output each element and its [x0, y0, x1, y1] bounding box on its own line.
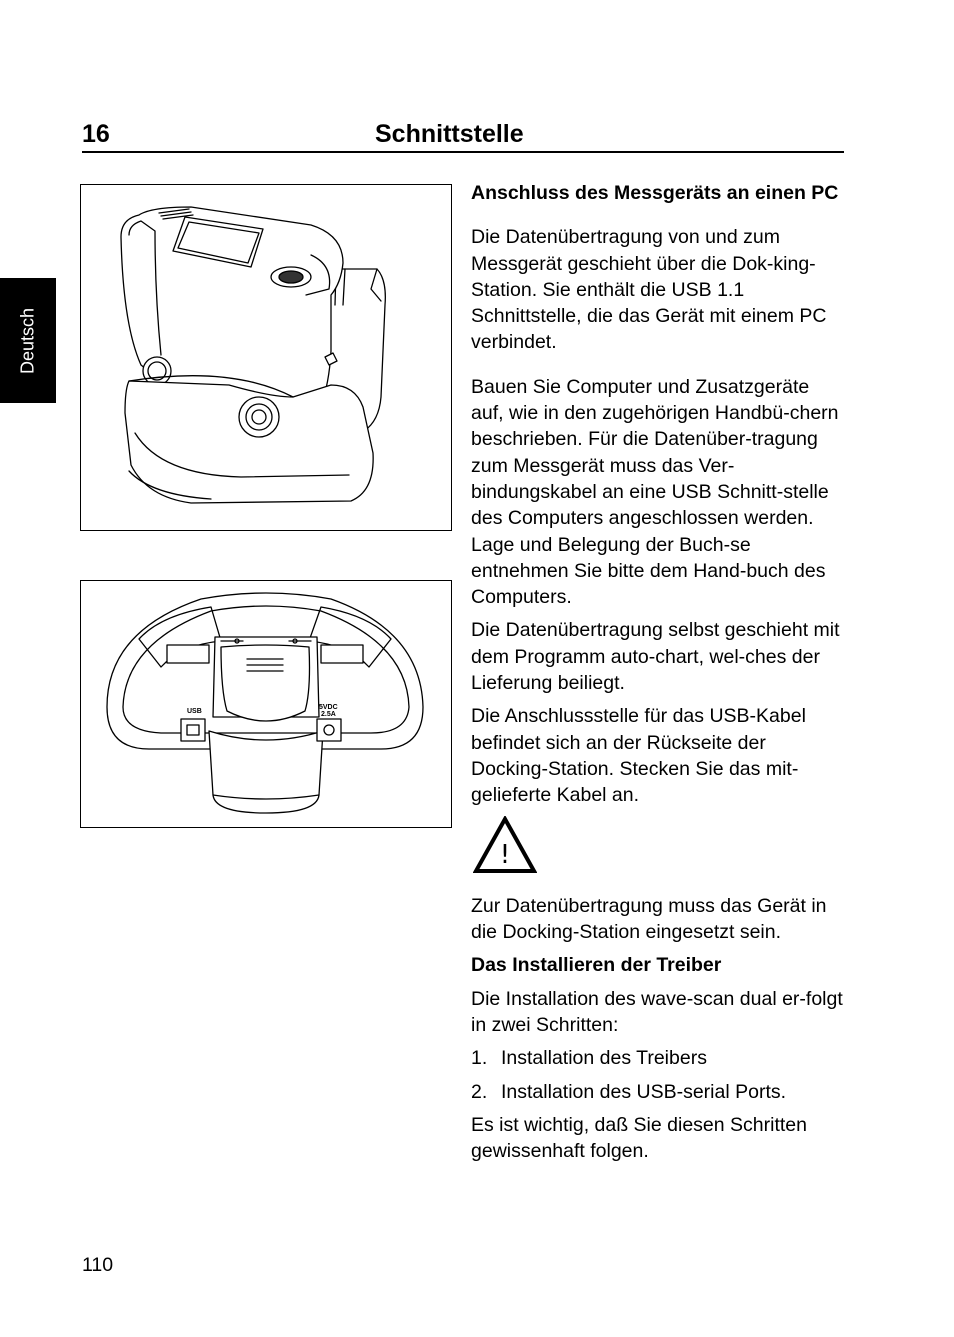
- language-tab-label: Deutsch: [17, 307, 38, 374]
- body-text-column: [471, 180, 846, 1165]
- section-heading-drivers: Das Installieren der Treiber: [471, 954, 722, 977]
- paragraph: Die Installation des wave-scan dual er-folgt in zwei Schritten:: [471, 987, 843, 1037]
- paragraph: Die Anschlussstelle für das USB-Kabel befindet sich an der Rückseite der Docking-Station. Stecken Sie das mit-gelieferte Kabel an.: [471, 705, 806, 807]
- device-docking-figure: [80, 184, 452, 531]
- power-port-label-line1: 5VDC: [319, 704, 338, 711]
- warning-exclamation: !: [499, 839, 511, 870]
- page-number: 110: [82, 1254, 114, 1276]
- page-title: Schnittstelle: [375, 120, 524, 148]
- list-text: Installation des USB-serial Ports.: [501, 1080, 787, 1103]
- warning-text: Zur Datenübertragung muss das Gerät in die Docking-Station eingesetzt sein.: [471, 894, 827, 944]
- paragraph: Bauen Sie Computer und Zusatzgeräte auf, wie in den zugehörigen Handbü-chern beschrieben. Für die Datenüber-tragung zum Messgerät muss das Ver-bindungskabel an eine USB Schnitt-stelle des Computers angeschlossen werden. Lage und Belegung der Buch-se entnehmen Sie bitte dem Hand-buch des Computers.: [471, 375, 839, 609]
- header-rule: [82, 151, 844, 153]
- language-tab: [0, 278, 56, 403]
- paragraph: Die Datenübertragung von und zum Messgerät geschieht über die Dok-king-Station. Sie enthält die USB 1.1 Schnittstelle, die das Gerät mit einem PC verbindet.: [471, 226, 827, 354]
- paragraph: Die Datenübertragung selbst geschieht mit dem Programm auto-chart, wel-ches der Lieferung beiliegt.: [471, 619, 840, 695]
- list-item: [471, 1045, 846, 1071]
- docking-station-ports-figure: [80, 580, 452, 828]
- power-port-label-line2: 2.5A: [321, 711, 336, 718]
- usb-port-label: USB: [187, 708, 202, 715]
- list-number: 2.: [471, 1080, 488, 1103]
- list-item: [471, 1079, 846, 1105]
- list-text: Installation des Treibers: [501, 1047, 707, 1070]
- section-heading-connection: Anschluss des Messgeräts an einen PC: [471, 182, 839, 204]
- list-number: 1.: [471, 1047, 488, 1070]
- paragraph: Es ist wichtig, daß Sie diesen Schritten gewissenhaft folgen.: [471, 1113, 807, 1163]
- chapter-number: 16: [82, 120, 110, 148]
- warning-icon: [473, 816, 846, 881]
